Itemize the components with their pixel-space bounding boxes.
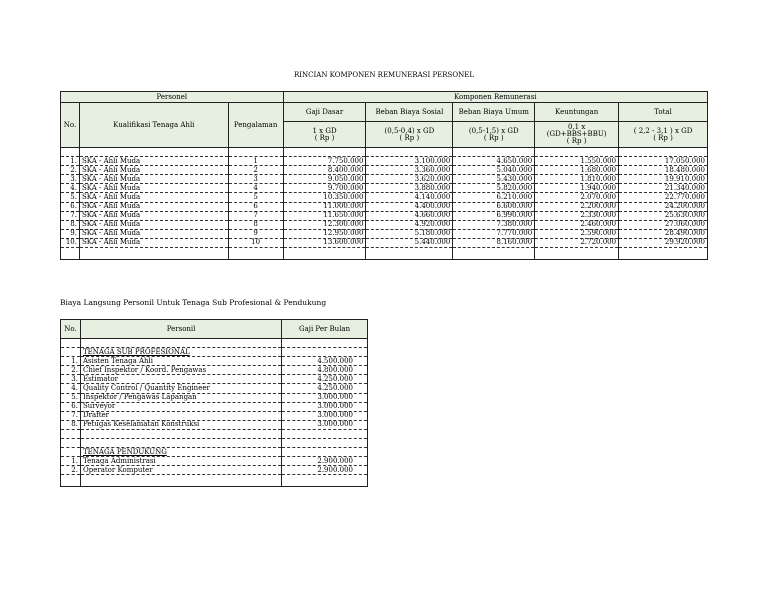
- row-umum: 5.430.000: [453, 175, 535, 184]
- header-total: Total: [619, 103, 708, 122]
- row-untung: 1.810.000: [535, 175, 619, 184]
- spacer-row: [61, 148, 708, 157]
- row-no: 7.: [61, 411, 81, 420]
- row-gaji: 3.000.000: [282, 393, 368, 402]
- row-total: 29.920.000: [619, 238, 708, 247]
- spacer-row: [61, 439, 368, 448]
- row-personil: Inspektor / Pengawas Lapangan: [80, 393, 281, 402]
- empty-cell: [80, 429, 281, 438]
- table-row: [61, 393, 368, 402]
- row-untung: 2.460.000: [535, 220, 619, 229]
- empty-cell: [228, 148, 283, 157]
- row-no: 5.: [61, 393, 81, 402]
- empty-cell: [535, 248, 619, 260]
- row-no: 8.: [61, 220, 80, 229]
- empty-cell: [282, 475, 368, 487]
- spacer-row: [61, 429, 368, 438]
- header-kualifikasi: Kualifikasi Tenaga Ahli: [79, 103, 228, 148]
- section-pendukung: [61, 448, 368, 457]
- row-no: 1.: [61, 357, 81, 366]
- row-gaji: 4.250.000: [282, 384, 368, 393]
- row-untung: 1.550.000: [535, 157, 619, 166]
- empty-cell: [61, 348, 81, 357]
- row-no: 6.: [61, 402, 81, 411]
- empty-cell: [61, 339, 81, 348]
- row-personil: Quality Control / Quantity Engineer: [80, 384, 281, 393]
- sub-professional-table: [60, 319, 368, 487]
- header-pengalaman: Pengalaman: [228, 103, 283, 148]
- header-untung-formula: 0,1 x (GD+BBS+BBU) ( Rp ): [535, 122, 619, 148]
- row-kualifikasi: SKA - Ahli Muda: [79, 166, 228, 175]
- row-sosial: 4.660.000: [366, 211, 453, 220]
- table-row: [61, 466, 368, 475]
- row-no: 8.: [61, 420, 81, 429]
- row-no: 7.: [61, 211, 80, 220]
- empty-cell: [61, 475, 81, 487]
- row-umum: 4.650.000: [453, 157, 535, 166]
- empty-cell: [282, 448, 368, 457]
- row-total: 18.480.000: [619, 166, 708, 175]
- row-personil: Chief Inspektor / Koord. Pengawas: [80, 366, 281, 375]
- row-pengalaman: 7: [228, 211, 283, 220]
- row-no: 1.: [61, 457, 81, 466]
- empty-cell: [80, 439, 281, 448]
- table-row: [61, 211, 708, 220]
- row-sosial: 4.400.000: [366, 202, 453, 211]
- table-row: [61, 375, 368, 384]
- row-gaji: 13.600.000: [283, 238, 366, 247]
- section-subtitle: Biaya Langsung Personil Untuk Tenaga Sub Profesional & Pendukung: [60, 298, 327, 307]
- row-no: 2.: [61, 466, 81, 475]
- header-untung: Keuntungan: [535, 103, 619, 122]
- header-total-formula: ( 2,2 - 3,1 ) x GD ( Rp ): [619, 122, 708, 148]
- empty-cell: [453, 248, 535, 260]
- header-gaji: Gaji Dasar: [283, 103, 366, 122]
- row-no: 4.: [61, 384, 81, 393]
- header-sosial: Beban Biaya Sosial: [366, 103, 453, 122]
- row-no: 4.: [61, 184, 80, 193]
- row-kualifikasi: SKA - Ahli Muda: [79, 229, 228, 238]
- row-personil: Operator Komputer: [80, 466, 281, 475]
- row-pengalaman: 1: [228, 157, 283, 166]
- row-no: 3.: [61, 175, 80, 184]
- row-kualifikasi: SKA - Ahli Muda: [79, 193, 228, 202]
- empty-cell: [79, 148, 228, 157]
- empty-cell: [80, 475, 281, 487]
- table-row: [61, 175, 708, 184]
- remuneration-table: [60, 91, 708, 260]
- row-kualifikasi: SKA - Ahli Muda: [79, 238, 228, 247]
- row-untung: 2.200.000: [535, 202, 619, 211]
- row-sosial: 5.180.000: [366, 229, 453, 238]
- header-gaji-bulan: Gaji Per Bulan: [282, 320, 368, 339]
- row-no: 5.: [61, 193, 80, 202]
- empty-cell: [535, 148, 619, 157]
- header-no: No.: [61, 320, 81, 339]
- row-pengalaman: 5: [228, 193, 283, 202]
- row-kualifikasi: SKA - Ahli Muda: [79, 220, 228, 229]
- header-umum-formula: (0,5-1,5) x GD ( Rp ): [453, 122, 535, 148]
- empty-cell: [61, 248, 80, 260]
- row-gaji: 3.000.000: [282, 402, 368, 411]
- table-row: [61, 157, 708, 166]
- row-gaji: 2.900.000: [282, 466, 368, 475]
- empty-cell: [61, 148, 80, 157]
- section-label: [80, 348, 281, 357]
- header-gaji-formula: 1 x GD ( Rp ): [283, 122, 366, 148]
- row-gaji: 8.400.000: [283, 166, 366, 175]
- header-personel: Personel: [61, 92, 284, 103]
- row-pengalaman: 3: [228, 175, 283, 184]
- row-kualifikasi: SKA - Ahli Muda: [79, 184, 228, 193]
- empty-cell: [282, 348, 368, 357]
- row-umum: 5.040.000: [453, 166, 535, 175]
- row-gaji: 3.000.000: [282, 411, 368, 420]
- row-total: 21.340.000: [619, 184, 708, 193]
- row-gaji: 12.300.000: [283, 220, 366, 229]
- empty-cell: [283, 148, 366, 157]
- row-personil: Asisten Tenaga Ahli: [80, 357, 281, 366]
- row-no: 6.: [61, 202, 80, 211]
- row-personil: Surveyor: [80, 402, 281, 411]
- table-row: [61, 166, 708, 175]
- row-no: 10.: [61, 238, 80, 247]
- row-pengalaman: 9: [228, 229, 283, 238]
- empty-cell: [282, 439, 368, 448]
- empty-cell: [453, 148, 535, 157]
- row-total: 19.910.000: [619, 175, 708, 184]
- page-title: RINCIAN KOMPONEN REMUNERASI PERSONEL: [294, 71, 474, 79]
- row-no: 1.: [61, 157, 80, 166]
- row-gaji: 4.800.000: [282, 366, 368, 375]
- blank-row: [61, 248, 708, 260]
- row-no: 3.: [61, 375, 81, 384]
- row-pengalaman: 4: [228, 184, 283, 193]
- row-gaji: 10.350.000: [283, 193, 366, 202]
- header-umum: Beban Biaya Umum: [453, 103, 535, 122]
- row-sosial: 4.920.000: [366, 220, 453, 229]
- row-untung: 2.070.000: [535, 193, 619, 202]
- row-untung: 2.330.000: [535, 211, 619, 220]
- table-row: [61, 420, 368, 429]
- row-total: 27.060.000: [619, 220, 708, 229]
- row-no: 2.: [61, 166, 80, 175]
- spacer-row: [61, 339, 368, 348]
- empty-cell: [61, 429, 81, 438]
- row-gaji: 4.250.000: [282, 375, 368, 384]
- row-pengalaman: 10: [228, 238, 283, 247]
- row-untung: 1.940.000: [535, 184, 619, 193]
- section-sub-profesional: [61, 348, 368, 357]
- row-gaji: 11.650.000: [283, 211, 366, 220]
- row-personil: Drafter: [80, 411, 281, 420]
- row-sosial: 4.140.000: [366, 193, 453, 202]
- table-row: [61, 229, 708, 238]
- row-no: 9.: [61, 229, 80, 238]
- table-row: [61, 220, 708, 229]
- empty-cell: [282, 339, 368, 348]
- row-umum: 5.820.000: [453, 184, 535, 193]
- row-gaji: 2.900.000: [282, 457, 368, 466]
- table-row: [61, 366, 368, 375]
- table-row: [61, 384, 368, 393]
- table-row: [61, 184, 708, 193]
- table-row: [61, 193, 708, 202]
- row-kualifikasi: SKA - Ahli Muda: [79, 175, 228, 184]
- row-gaji: 9.700.000: [283, 184, 366, 193]
- row-sosial: 5.440.000: [366, 238, 453, 247]
- row-gaji: 7.750.000: [283, 157, 366, 166]
- empty-cell: [619, 248, 708, 260]
- row-pengalaman: 6: [228, 202, 283, 211]
- row-umum: 7.770.000: [453, 229, 535, 238]
- row-untung: 2.590.000: [535, 229, 619, 238]
- row-kualifikasi: SKA - Ahli Muda: [79, 211, 228, 220]
- empty-cell: [366, 148, 453, 157]
- row-pengalaman: 8: [228, 220, 283, 229]
- empty-cell: [619, 148, 708, 157]
- row-umum: 7.380.000: [453, 220, 535, 229]
- table-row: [61, 357, 368, 366]
- row-sosial: 3.880.000: [366, 184, 453, 193]
- section-title: TENAGA SUB PROFESIONAL: [82, 347, 190, 356]
- row-umum: 8.160.000: [453, 238, 535, 247]
- row-umum: 6.990.000: [453, 211, 535, 220]
- row-no: 2.: [61, 366, 81, 375]
- row-total: 17.050.000: [619, 157, 708, 166]
- row-total: 22.770.000: [619, 193, 708, 202]
- row-personil: Estimator: [80, 375, 281, 384]
- row-kualifikasi: SKA - Ahli Muda: [79, 157, 228, 166]
- row-gaji: 3.000.000: [282, 420, 368, 429]
- table-row: [61, 457, 368, 466]
- empty-cell: [282, 429, 368, 438]
- table-row: [61, 238, 708, 247]
- table-row: [61, 202, 708, 211]
- header-sosial-formula: (0,5-0,4) x GD ( Rp ): [366, 122, 453, 148]
- table-row: [61, 411, 368, 420]
- row-gaji: 12.950.000: [283, 229, 366, 238]
- row-pengalaman: 2: [228, 166, 283, 175]
- row-gaji: 9.050.000: [283, 175, 366, 184]
- row-kualifikasi: SKA - Ahli Muda: [79, 202, 228, 211]
- row-sosial: 3.620.000: [366, 175, 453, 184]
- row-personil: Tenaga Administrasi: [80, 457, 281, 466]
- row-total: 25.630.000: [619, 211, 708, 220]
- row-untung: 2.720.000: [535, 238, 619, 247]
- table-row: [61, 402, 368, 411]
- row-umum: 6.600.000: [453, 202, 535, 211]
- row-gaji: 11.000.000: [283, 202, 366, 211]
- header-personil: Personil: [80, 320, 281, 339]
- row-untung: 1.680.000: [535, 166, 619, 175]
- row-personil: Petugas Keselamatan Konstruksi: [80, 420, 281, 429]
- empty-cell: [61, 439, 81, 448]
- section-label: [80, 448, 281, 457]
- row-gaji: 4.500.000: [282, 357, 368, 366]
- empty-cell: [61, 448, 81, 457]
- row-total: 24.200.000: [619, 202, 708, 211]
- empty-cell: [283, 248, 366, 260]
- row-umum: 6.210.000: [453, 193, 535, 202]
- row-sosial: 3.100.000: [366, 157, 453, 166]
- header-komponen: Komponen Remunerasi: [283, 92, 707, 103]
- empty-cell: [80, 339, 281, 348]
- header-no: No.: [61, 103, 80, 148]
- empty-cell: [366, 248, 453, 260]
- blank-row: [61, 475, 368, 487]
- row-total: 28.490.000: [619, 229, 708, 238]
- empty-cell: [79, 248, 228, 260]
- empty-cell: [228, 248, 283, 260]
- section-title: TENAGA PENDUKUNG: [82, 447, 167, 456]
- row-sosial: 3.360.000: [366, 166, 453, 175]
